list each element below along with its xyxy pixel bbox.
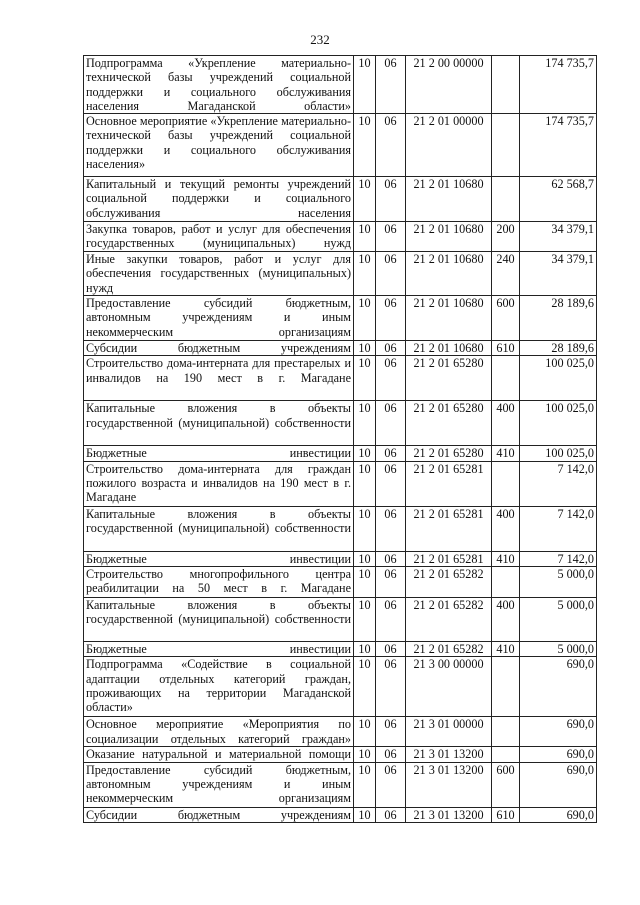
row-expense-type [492, 567, 520, 598]
table-row [84, 762, 597, 807]
row-name: Подпрограмма «Укрепление материально-технической базы учреждений социальной поддержки и социального обслуживания населения Магаданской области» [84, 56, 354, 114]
page-number: 232 [310, 32, 330, 47]
row-name: Субсидии бюджетным учреждениям [84, 807, 354, 822]
row-subsection: 06 [376, 551, 406, 566]
row-section: 10 [354, 461, 376, 506]
row-sum: 34 379,1 [520, 222, 597, 252]
row-expense-type: 400 [492, 598, 520, 642]
row-subsection: 06 [376, 506, 406, 551]
row-section: 10 [354, 252, 376, 296]
table-row [84, 177, 597, 222]
row-section: 10 [354, 446, 376, 461]
row-target-article: 21 2 01 65282 [406, 598, 492, 642]
row-expense-type: 400 [492, 401, 520, 446]
row-target-article: 21 2 01 10680 [406, 177, 492, 222]
row-target-article: 21 2 01 65280 [406, 401, 492, 446]
row-section: 10 [354, 222, 376, 252]
budget-table [83, 55, 597, 823]
row-sum: 174 735,7 [520, 56, 597, 114]
row-sum: 28 189,6 [520, 341, 597, 356]
row-name: Иные закупки товаров, работ и услуг для обеспечения государственных (муниципальных) нужд [84, 252, 354, 296]
row-expense-type: 410 [492, 446, 520, 461]
row-subsection: 06 [376, 222, 406, 252]
row-expense-type: 240 [492, 252, 520, 296]
row-subsection: 06 [376, 642, 406, 657]
table-row [84, 341, 597, 356]
row-sum: 5 000,0 [520, 598, 597, 642]
row-name: Бюджетные инвестиции [84, 642, 354, 657]
row-subsection: 06 [376, 567, 406, 598]
row-section: 10 [354, 341, 376, 356]
row-target-article: 21 2 01 00000 [406, 114, 492, 177]
row-section: 10 [354, 598, 376, 642]
row-sum: 62 568,7 [520, 177, 597, 222]
row-section: 10 [354, 177, 376, 222]
table-row [84, 356, 597, 401]
row-name: Капитальные вложения в объекты государственной (муниципальной) собственности [84, 506, 354, 551]
row-expense-type [492, 356, 520, 401]
row-sum: 690,0 [520, 762, 597, 807]
row-name: Закупка товаров, работ и услуг для обеспечения государственных (муниципальных) нужд [84, 222, 354, 252]
row-section: 10 [354, 642, 376, 657]
row-name: Подпрограмма «Содействие в социальной адаптации отдельных категорий граждан, проживающих на территории Магаданской области» [84, 657, 354, 717]
row-expense-type [492, 461, 520, 506]
row-sum: 7 142,0 [520, 506, 597, 551]
row-expense-type: 200 [492, 222, 520, 252]
row-section: 10 [354, 717, 376, 747]
row-name: Предоставление субсидий бюджетным, автономным учреждениям и иным некоммерческим организациям [84, 296, 354, 341]
row-section: 10 [354, 567, 376, 598]
row-section: 10 [354, 657, 376, 717]
row-sum: 690,0 [520, 747, 597, 762]
table-row [84, 506, 597, 551]
row-target-article: 21 2 00 00000 [406, 56, 492, 114]
row-expense-type: 410 [492, 642, 520, 657]
row-name: Основное мероприятие «Укрепление материально-технической базы учреждений социальной поддержки и социального обслуживания населения» [84, 114, 354, 177]
row-name: Основное мероприятие «Мероприятия по социализации отдельных категорий граждан» [84, 717, 354, 747]
table-row [84, 551, 597, 566]
row-subsection: 06 [376, 762, 406, 807]
row-target-article: 21 2 01 10680 [406, 341, 492, 356]
row-name: Капитальные вложения в объекты государственной (муниципальной) собственности [84, 598, 354, 642]
row-expense-type: 610 [492, 341, 520, 356]
row-target-article: 21 3 01 13200 [406, 762, 492, 807]
row-sum: 100 025,0 [520, 356, 597, 401]
row-name: Предоставление субсидий бюджетным, автономным учреждениям и иным некоммерческим организациям [84, 762, 354, 807]
row-section: 10 [354, 807, 376, 822]
row-expense-type [492, 177, 520, 222]
row-subsection: 06 [376, 461, 406, 506]
row-expense-type [492, 657, 520, 717]
row-subsection: 06 [376, 252, 406, 296]
row-section: 10 [354, 56, 376, 114]
row-target-article: 21 2 01 65281 [406, 506, 492, 551]
row-target-article: 21 2 01 65282 [406, 567, 492, 598]
row-sum: 174 735,7 [520, 114, 597, 177]
row-section: 10 [354, 551, 376, 566]
row-expense-type: 410 [492, 551, 520, 566]
table-row [84, 401, 597, 446]
row-target-article: 21 3 01 13200 [406, 807, 492, 822]
row-subsection: 06 [376, 56, 406, 114]
row-expense-type: 400 [492, 506, 520, 551]
row-name: Оказание натуральной и материальной помощи [84, 747, 354, 762]
row-expense-type: 610 [492, 807, 520, 822]
table-row [84, 296, 597, 341]
row-target-article: 21 2 01 65280 [406, 446, 492, 461]
row-target-article: 21 3 01 13200 [406, 747, 492, 762]
row-name: Строительство дома-интерната для престарелых и инвалидов на 190 мест в г. Магадане [84, 356, 354, 401]
row-name: Строительство дома-интерната для граждан пожилого возраста и инвалидов на 190 мест в г. Магадане [84, 461, 354, 506]
table-row [84, 446, 597, 461]
table-row [84, 747, 597, 762]
row-target-article: 21 2 01 10680 [406, 252, 492, 296]
row-subsection: 06 [376, 807, 406, 822]
table-row [84, 56, 597, 114]
row-sum: 5 000,0 [520, 642, 597, 657]
row-target-article: 21 2 01 65281 [406, 461, 492, 506]
row-name: Строительство многопрофильного центра реабилитации на 50 мест в г. Магадане [84, 567, 354, 598]
row-section: 10 [354, 114, 376, 177]
row-subsection: 06 [376, 657, 406, 717]
row-subsection: 06 [376, 747, 406, 762]
row-sum: 7 142,0 [520, 461, 597, 506]
row-sum: 690,0 [520, 807, 597, 822]
row-target-article: 21 2 01 65281 [406, 551, 492, 566]
table-row [84, 657, 597, 717]
row-section: 10 [354, 762, 376, 807]
row-subsection: 06 [376, 341, 406, 356]
row-target-article: 21 3 01 00000 [406, 717, 492, 747]
row-target-article: 21 2 01 65280 [406, 356, 492, 401]
row-subsection: 06 [376, 356, 406, 401]
row-subsection: 06 [376, 114, 406, 177]
table-row [84, 114, 597, 177]
row-subsection: 06 [376, 446, 406, 461]
row-expense-type [492, 717, 520, 747]
row-section: 10 [354, 506, 376, 551]
row-name: Бюджетные инвестиции [84, 551, 354, 566]
table-row [84, 598, 597, 642]
table-row [84, 642, 597, 657]
row-name: Бюджетные инвестиции [84, 446, 354, 461]
row-subsection: 06 [376, 717, 406, 747]
row-sum: 690,0 [520, 717, 597, 747]
row-section: 10 [354, 296, 376, 341]
table-row [84, 807, 597, 822]
row-section: 10 [354, 747, 376, 762]
table-row [84, 717, 597, 747]
row-target-article: 21 3 00 00000 [406, 657, 492, 717]
row-subsection: 06 [376, 296, 406, 341]
table-row [84, 222, 597, 252]
row-section: 10 [354, 401, 376, 446]
table-row [84, 252, 597, 296]
row-sum: 100 025,0 [520, 446, 597, 461]
table-row [84, 461, 597, 506]
row-sum: 100 025,0 [520, 401, 597, 446]
row-target-article: 21 2 01 10680 [406, 222, 492, 252]
row-sum: 34 379,1 [520, 252, 597, 296]
row-expense-type [492, 56, 520, 114]
row-subsection: 06 [376, 598, 406, 642]
row-expense-type [492, 747, 520, 762]
row-sum: 5 000,0 [520, 567, 597, 598]
row-subsection: 06 [376, 401, 406, 446]
table-row [84, 567, 597, 598]
row-target-article: 21 2 01 10680 [406, 296, 492, 341]
row-target-article: 21 2 01 65282 [406, 642, 492, 657]
row-expense-type [492, 114, 520, 177]
row-sum: 28 189,6 [520, 296, 597, 341]
row-name: Капитальные вложения в объекты государственной (муниципальной) собственности [84, 401, 354, 446]
row-subsection: 06 [376, 177, 406, 222]
row-expense-type: 600 [492, 762, 520, 807]
row-name: Капитальный и текущий ремонты учреждений социальной поддержки и социального обслуживания населения [84, 177, 354, 222]
row-expense-type: 600 [492, 296, 520, 341]
row-sum: 690,0 [520, 657, 597, 717]
row-name: Субсидии бюджетным учреждениям [84, 341, 354, 356]
row-sum: 7 142,0 [520, 551, 597, 566]
row-section: 10 [354, 356, 376, 401]
